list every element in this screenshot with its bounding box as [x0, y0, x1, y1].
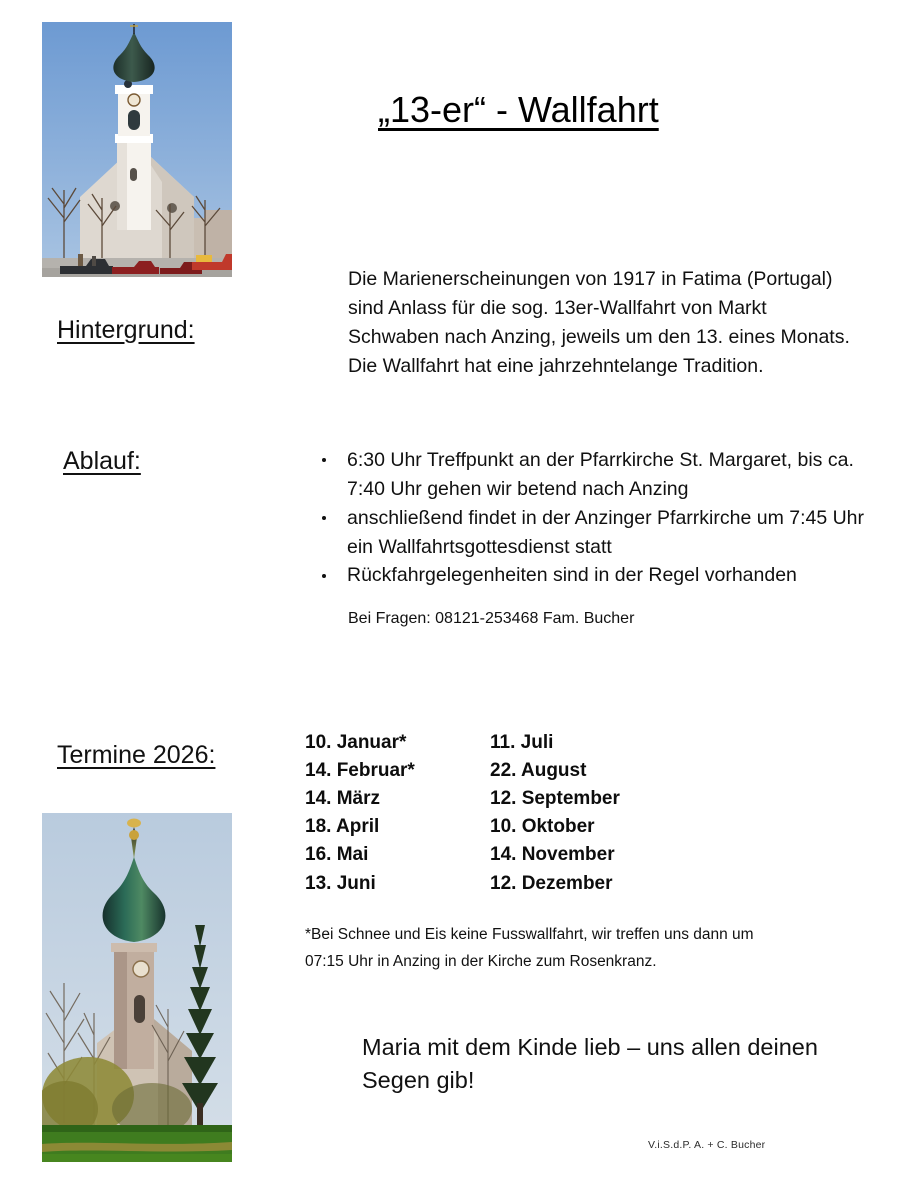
- date-entry: 14. Februar*: [305, 760, 415, 782]
- list-item: [316, 446, 876, 504]
- date-entry: 14. März: [305, 788, 380, 810]
- church-photo-top-graphic: [42, 22, 232, 277]
- date-entry: 11. Juli: [490, 732, 554, 753]
- church-exterior-photo-top: [42, 22, 232, 277]
- date-entry: 13. Juni: [305, 872, 376, 894]
- church-tower-photo-bottom: [42, 813, 232, 1162]
- dates-grid: [305, 729, 620, 898]
- date-entry: 16. Mai: [305, 844, 369, 866]
- church-photo-bottom-graphic: [42, 813, 232, 1162]
- date-entry: 18. April: [305, 816, 380, 838]
- imprint-line: V.i.S.d.P. A. + C. Bucher: [648, 1139, 766, 1151]
- date-entry: 10. Oktober: [490, 816, 595, 838]
- date-entry: 12. September: [490, 788, 620, 810]
- dates-footnote-line-2: 07:15 Uhr in Anzing in der Kirche zum Rosenkranz.: [305, 952, 657, 970]
- date-entry: 22. August: [490, 760, 587, 782]
- section-heading-hintergrund: Hintergrund:: [57, 316, 195, 344]
- background-paragraph: Die Marienerscheinungen von 1917 in Fatima (Portugal) sind Anlass für die sog. 13er-Wallfahrt von Markt Schwaben nach Anzing, jeweils um den 13. eines Monats. Die Wallfahrt hat eine jahrzehntelange Tradition.: [348, 268, 850, 377]
- section-heading-termine: Termine 2026:: [57, 741, 216, 769]
- list-item-text: anschließend findet in der Anzinger Pfarrkirche um 7:45 Uhr ein Wallfahrtsgottesdienst statt: [347, 506, 865, 558]
- date-entry: 12. Dezember: [490, 872, 613, 894]
- list-item-text: Rückfahrgelegenheiten sind in der Regel vorhanden: [347, 564, 797, 587]
- contact-info: Bei Fragen: 08121-253468 Fam. Bucher: [348, 610, 635, 627]
- page-title: „13-er“ - Wallfahrt: [378, 89, 659, 130]
- bullet-icon: [322, 516, 326, 520]
- schedule-bullet-list: [316, 446, 876, 590]
- list-item-text: 6:30 Uhr Treffpunkt an der Pfarrkirche St. Margaret, bis ca. 7:40 Uhr gehen wir betend nach Anzing: [347, 449, 854, 500]
- date-entry: 10. Januar*: [305, 732, 407, 753]
- date-entry: 14. November: [490, 844, 615, 866]
- list-item: [316, 561, 876, 590]
- section-heading-ablauf: Ablauf:: [63, 447, 141, 475]
- closing-verse: Maria mit dem Kinde lieb – uns allen deinen Segen gib!: [362, 1034, 818, 1094]
- list-item: [316, 504, 876, 562]
- bullet-icon: [322, 574, 326, 578]
- dates-footnote-line-1: *Bei Schnee und Eis keine Fusswallfahrt, wir treffen uns dann um: [305, 926, 754, 943]
- bullet-icon: [322, 458, 326, 462]
- dates-footnote: [305, 922, 835, 975]
